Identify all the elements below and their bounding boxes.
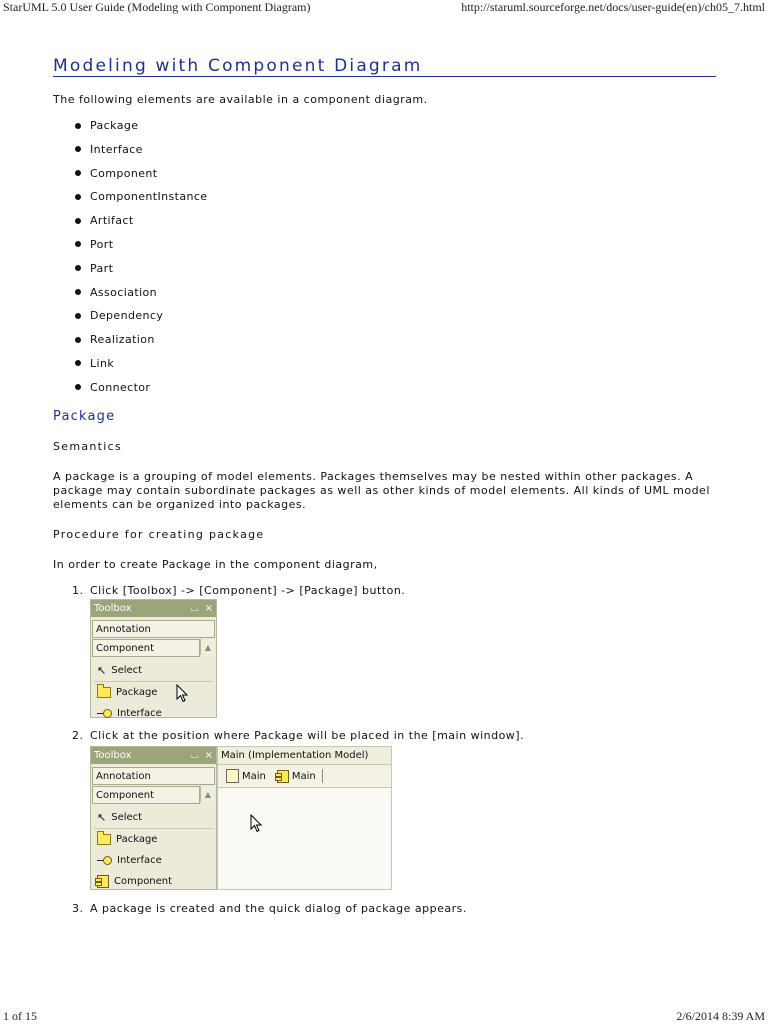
pin-icon[interactable]: ⌴: [190, 603, 199, 614]
procedure-intro: In order to create Package in the component diagram,: [53, 558, 378, 571]
annotation-label: Annotation: [96, 770, 151, 782]
semantics-heading: Semantics: [53, 440, 123, 453]
mouse-cursor-icon: [250, 814, 264, 834]
print-header-title: StarUML 5.0 User Guide (Modeling with Component Diagram): [3, 0, 311, 14]
list-item: Realization: [75, 333, 207, 357]
list-item: Artifact: [75, 214, 207, 238]
page-count: 1 of 15: [3, 1009, 37, 1023]
step-text: A package is created and the quick dialog of package appears.: [90, 902, 467, 915]
step-text: Click [Toolbox] -> [Component] -> [Package] button.: [90, 584, 406, 597]
annotation-group[interactable]: [92, 767, 215, 785]
list-item: Component: [75, 167, 207, 191]
list-item: Link: [75, 357, 207, 381]
package-icon: [97, 834, 111, 845]
close-icon[interactable]: ×: [204, 603, 213, 614]
print-timestamp: 2/6/2014 8:39 AM: [676, 1009, 765, 1023]
toolbox-item-package[interactable]: [91, 682, 216, 703]
toolbox-item-component[interactable]: [91, 871, 216, 892]
component-group[interactable]: [92, 786, 200, 804]
step-number: 1.: [72, 584, 84, 597]
close-icon[interactable]: ×: [204, 750, 213, 761]
toolbox-screenshot-1: [90, 599, 217, 718]
step-number: 2.: [72, 729, 84, 742]
toolbox-titlebar: [91, 747, 216, 764]
interface-label: Interface: [117, 855, 162, 866]
toolbox-item-select[interactable]: [91, 807, 216, 828]
print-header-url: http://staruml.sourceforge.net/docs/user-guide(en)/ch05_7.html: [461, 0, 765, 14]
arrow-cursor-icon: ↖: [97, 811, 107, 824]
list-item: Connector: [75, 381, 207, 405]
list-item: Interface: [75, 143, 207, 167]
elements-list: [75, 119, 207, 405]
tab-label: Main: [242, 770, 266, 782]
diagram-tabs: [218, 765, 391, 788]
list-item: Dependency: [75, 309, 207, 333]
toolbox-titlebar: [91, 600, 216, 617]
tab-label: Main: [291, 770, 316, 782]
list-item: Association: [75, 286, 207, 310]
interface-icon: [97, 856, 112, 865]
toolbox-item-interface[interactable]: [91, 850, 216, 871]
interface-label: Interface: [117, 708, 162, 719]
pin-icon[interactable]: ⌴: [190, 750, 199, 761]
annotation-label: Annotation: [96, 623, 151, 635]
list-item: Package: [75, 119, 207, 143]
tab-main-1[interactable]: [226, 769, 266, 783]
intro-text: The following elements are available in a component diagram.: [53, 93, 428, 106]
main-window-title: Main (Implementation Model): [221, 750, 369, 761]
annotation-group[interactable]: [92, 620, 215, 638]
package-label: Package: [116, 687, 158, 698]
step-text: Click at the position where Package will be placed in the [main window].: [90, 729, 525, 742]
component-icon: [97, 875, 109, 888]
mouse-cursor-icon: [176, 684, 190, 704]
interface-icon: [97, 709, 112, 718]
diagram-icon: [226, 769, 239, 783]
select-label: Select: [111, 812, 143, 823]
toolbox-item-select[interactable]: [91, 660, 216, 681]
list-item: Part: [75, 262, 207, 286]
component-group[interactable]: [92, 639, 200, 657]
list-item: ComponentInstance: [75, 190, 207, 214]
toolbox-title: Toolbox: [94, 603, 132, 614]
main-window: [217, 746, 392, 890]
scroll-up-button[interactable]: ▲: [200, 786, 215, 802]
package-label: Package: [116, 834, 158, 845]
select-label: Select: [111, 665, 143, 676]
toolbox-screenshot-2: [90, 746, 217, 890]
component-diagram-icon: [277, 770, 289, 783]
title-rule: [53, 76, 716, 77]
tab-main-2[interactable]: [274, 770, 316, 783]
semantics-text: A package is a grouping of model elements. Packages themselves may be nested within other packages. A package may contain subordinate packages as well as other kinds of model elements. All kinds of UML model elements can be organized into packages.: [53, 470, 710, 511]
component-label: Component: [96, 789, 155, 801]
component-item-label: Component: [114, 876, 173, 887]
tab-separator: [322, 769, 323, 783]
diagram-canvas[interactable]: [218, 788, 391, 889]
list-item: Port: [75, 238, 207, 262]
main-window-titlebar: [218, 747, 391, 765]
procedure-heading: Procedure for creating package: [53, 528, 265, 541]
step-number: 3.: [72, 902, 84, 915]
scroll-up-button[interactable]: ▲: [200, 639, 215, 655]
toolbox-item-package[interactable]: [91, 829, 216, 850]
toolbox-item-interface[interactable]: [91, 703, 216, 724]
package-heading: Package: [53, 409, 116, 424]
toolbox-title: Toolbox: [94, 750, 132, 761]
package-icon: [97, 687, 111, 698]
page-title: Modeling with Component Diagram: [53, 56, 423, 76]
component-label: Component: [96, 642, 155, 654]
arrow-cursor-icon: ↖: [97, 664, 107, 677]
